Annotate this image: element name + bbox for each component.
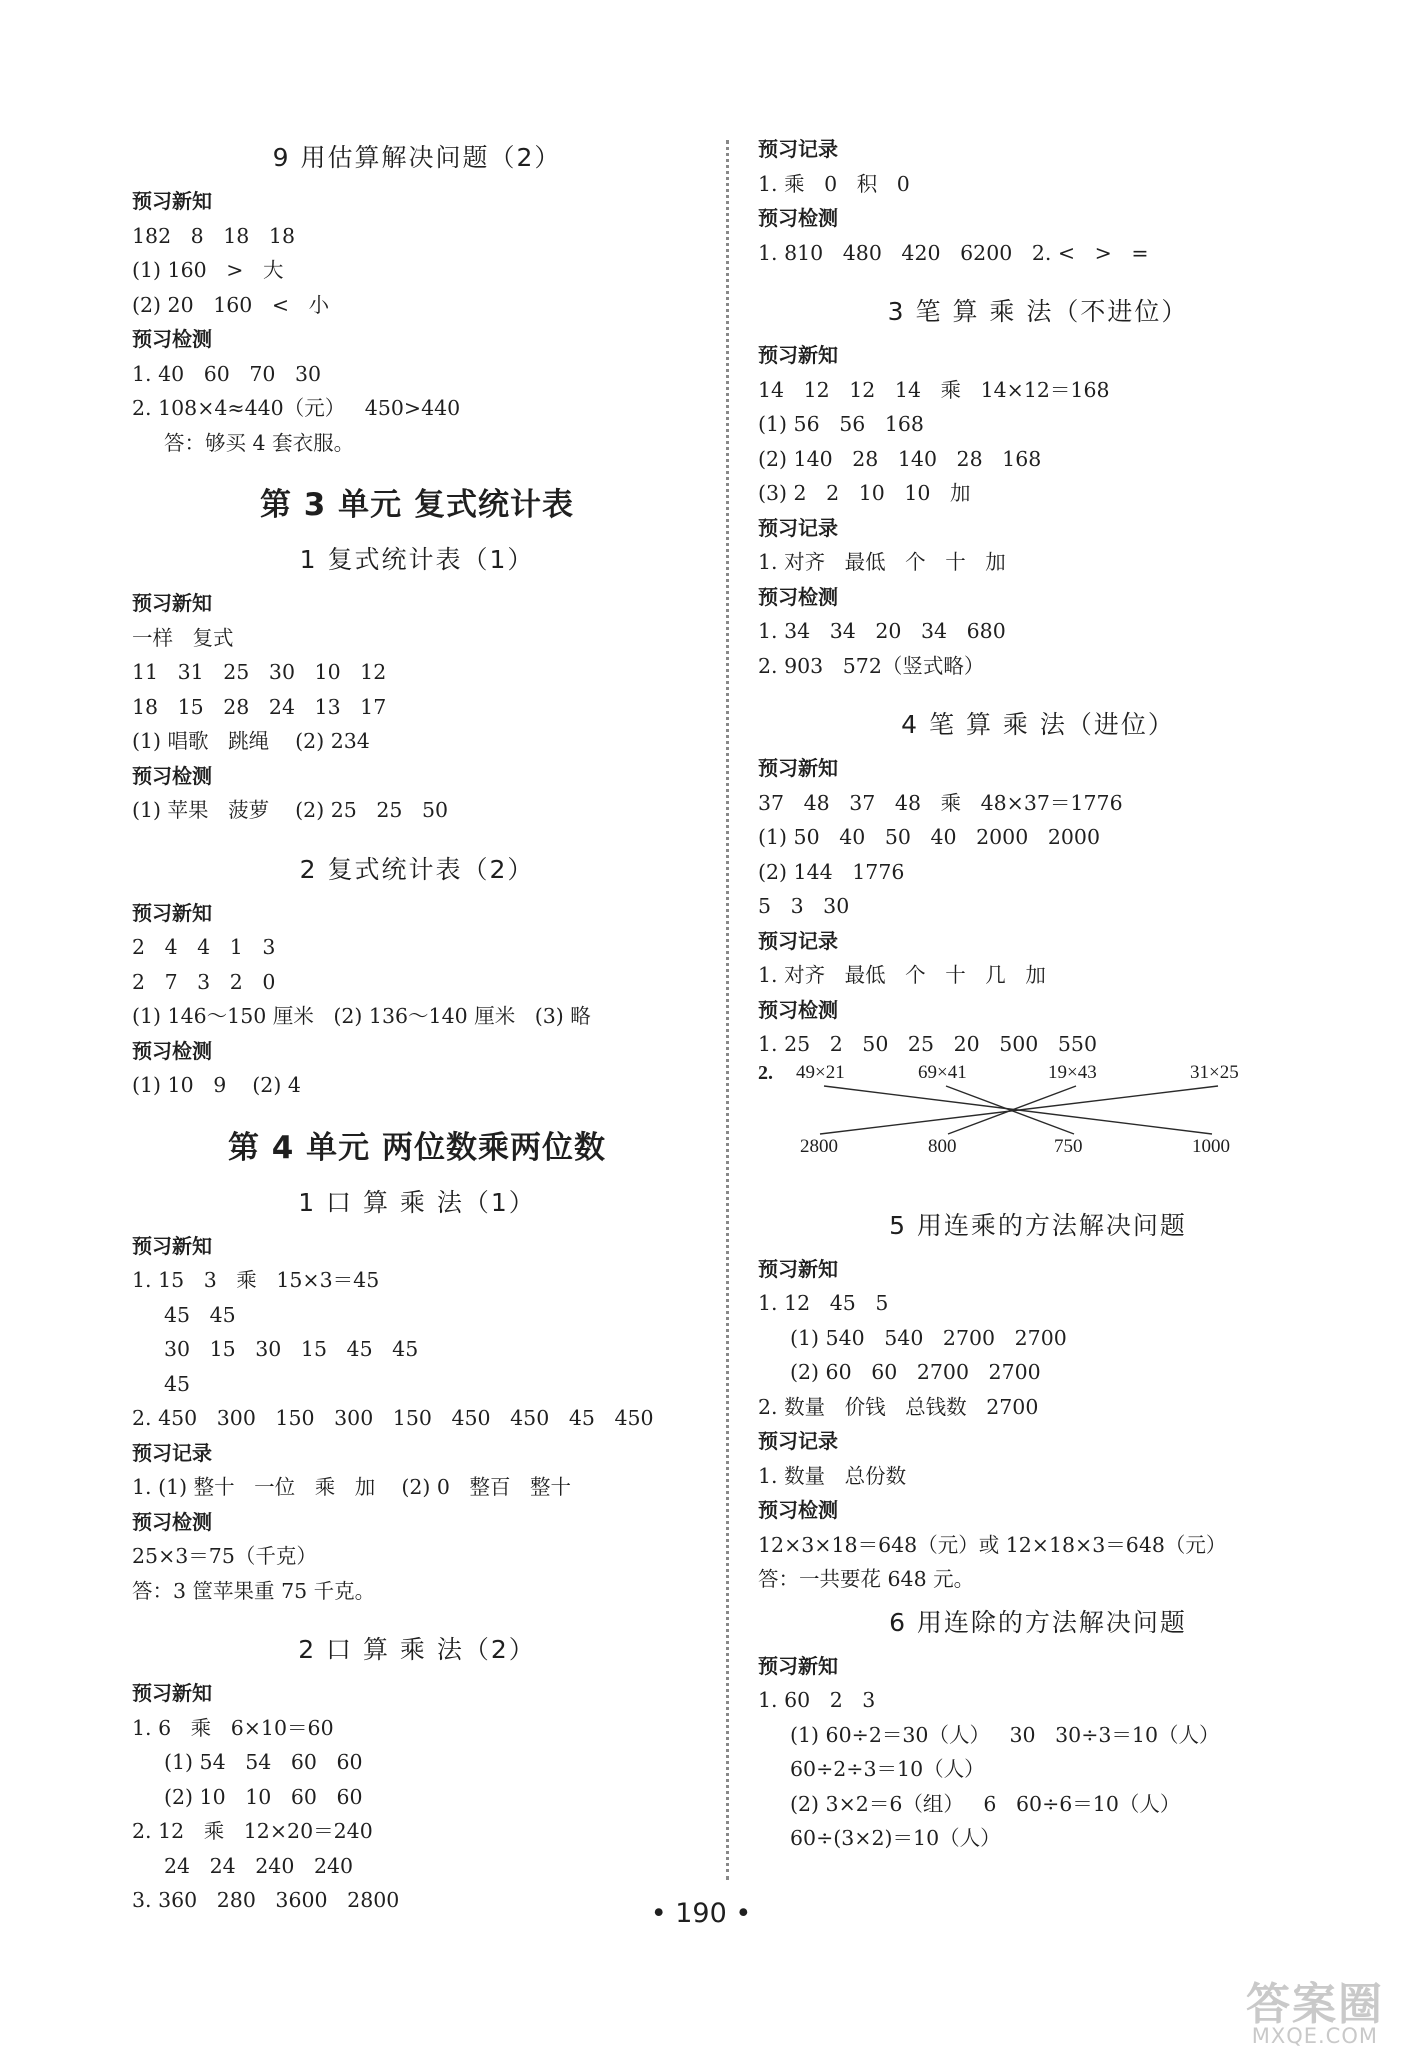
section-heading: 预习记录 — [758, 928, 838, 953]
answer-line: 1. 乘 0 积 0 — [758, 171, 910, 196]
answer-line: 12×3×18＝648（元）或 12×18×3＝648（元） — [758, 1532, 1227, 1557]
spacer — [758, 1172, 1318, 1200]
answer-line: 1. 对齐 最低 个 十 几 加 — [758, 963, 1046, 987]
answer-line: 1. 对齐 最低 个 十 加 — [758, 550, 1006, 574]
section-heading: 预习检测 — [132, 327, 212, 351]
answer-line: 2 7 3 2 0 — [132, 969, 276, 994]
answer-line: 2 4 4 1 3 — [132, 935, 276, 959]
answer-line: (1) 苹果 菠萝 (2) 25 25 50 — [132, 798, 449, 822]
matching-result: 2800 — [800, 1135, 838, 1157]
answer-line: (2) 20 160 < 小 — [132, 292, 330, 317]
answer-line: 5 3 30 — [758, 894, 850, 918]
answer-line: (2) 140 28 140 28 168 — [758, 446, 1042, 471]
lesson-title: 1 复式统计表（1） — [299, 545, 535, 574]
unit-title: 第 3 单元 复式统计表 — [260, 487, 574, 523]
answer-line: (1) 160 > 大 — [132, 258, 284, 282]
answer-line-indented: (2) 60 60 2700 2700 — [790, 1360, 1041, 1384]
answer-line: 182 8 18 18 — [132, 223, 295, 248]
section-heading: 预习新知 — [132, 189, 212, 213]
answer-line: 1. 25 2 50 25 20 500 550 — [758, 1032, 1098, 1056]
spacer — [758, 683, 1318, 699]
section-heading: 预习新知 — [758, 1653, 838, 1678]
answer-line: 2. 450 300 150 300 150 450 450 45 450 — [132, 1406, 654, 1430]
spacer — [758, 270, 1318, 286]
matching-number: 2. — [758, 1061, 773, 1084]
answer-line: 1. 60 2 3 — [758, 1688, 876, 1712]
answer-line-indented: 60÷(3×2)＝10（人） — [790, 1826, 1001, 1850]
answer-line: 2. 数量 价钱 总钱数 2700 — [758, 1394, 1039, 1419]
section-heading: 预习检测 — [758, 584, 838, 609]
matching-result: 1000 — [1192, 1135, 1230, 1157]
section-heading: 预习检测 — [132, 1038, 212, 1063]
lesson-title: 9 用估算解决问题（2） — [272, 143, 562, 172]
spacer — [132, 460, 702, 476]
answer-line: (1) 56 56 168 — [758, 412, 924, 436]
answer-line: 1. 12 45 5 — [758, 1291, 889, 1315]
answer-line-indented: 答：够买 4 套衣服。 — [164, 430, 355, 455]
answer-line: (3) 2 2 10 10 加 — [758, 481, 971, 505]
answer-line-indented: (1) 540 540 2700 2700 — [790, 1325, 1067, 1350]
section-heading: 预习新知 — [132, 900, 212, 925]
lesson-title: 4 笔 算 乘 法（进位） — [901, 710, 1175, 739]
lesson-title: 1 口 算 乘 法（1） — [298, 1187, 536, 1217]
section-heading: 预习检测 — [758, 1498, 838, 1522]
section-heading: 预习记录 — [132, 1440, 212, 1465]
answer-line: 37 48 37 48 乘 48×37＝1776 — [758, 790, 1123, 815]
matching-expression: 69×41 — [918, 1061, 967, 1083]
answer-line: 一样 复式 — [132, 625, 234, 650]
matching-line — [948, 1086, 1076, 1134]
answer-line: 1. 34 34 20 34 680 — [758, 619, 1006, 643]
matching-expression: 49×21 — [796, 1061, 845, 1083]
answer-line: 2. 903 572（竖式略） — [758, 653, 985, 678]
section-heading: 预习记录 — [758, 515, 838, 540]
answer-line: (1) 146～150 厘米 (2) 136～140 厘米 (3) 略 — [132, 1004, 591, 1028]
answer-line: 3. 360 280 3600 2800 — [132, 1888, 400, 1912]
lesson-title: 3 笔 算 乘 法（不进位） — [887, 297, 1189, 326]
answer-line-indented: (2) 3×2＝6（组） 6 60÷6＝10（人） — [790, 1791, 1181, 1816]
answer-line: 1. 数量 总份数 — [758, 1463, 907, 1488]
watermark-text: 答案圈 — [1246, 1979, 1384, 2030]
section-heading: 预习记录 — [758, 137, 838, 161]
lesson-title: 5 用连乘的方法解决问题 — [889, 1210, 1187, 1240]
column-divider — [726, 140, 729, 1880]
answer-line: 11 31 25 30 10 12 — [132, 660, 387, 684]
answer-line-indented: (2) 10 10 60 60 — [164, 1784, 363, 1809]
matching-result: 800 — [928, 1135, 957, 1157]
answer-line: 2. 12 乘 12×20＝240 — [132, 1819, 373, 1843]
section-heading: 预习检测 — [132, 1509, 212, 1534]
section-heading: 预习检测 — [132, 763, 212, 788]
matching-result: 750 — [1054, 1135, 1083, 1157]
section-heading: 预习检测 — [758, 997, 838, 1022]
watermark-url: MXQE.COM — [1251, 2024, 1378, 2048]
answer-line: 答：3 筐苹果重 75 千克。 — [132, 1578, 376, 1603]
watermark-logo — [1174, 1968, 1384, 2058]
answer-line-indented: 45 45 — [164, 1302, 236, 1327]
section-heading: 预习新知 — [758, 756, 838, 780]
answer-line: 1. 810 480 420 6200 2. < > = — [758, 240, 1149, 265]
answer-line: 1. 6 乘 6×10＝60 — [132, 1715, 334, 1740]
section-heading: 预习记录 — [758, 1429, 838, 1453]
answer-line: 1. (1) 整十 一位 乘 加 (2) 0 整百 整十 — [132, 1475, 572, 1499]
answer-line: 25×3＝75（千克） — [132, 1544, 317, 1568]
answer-line: (1) 50 40 50 40 2000 2000 — [758, 825, 1100, 849]
answer-line-indented: 24 24 240 240 — [164, 1853, 354, 1878]
unit-title: 第 4 单元 两位数乘两位数 — [228, 1129, 606, 1166]
answer-line: 答：一共要花 648 元。 — [758, 1567, 975, 1591]
answer-line-indented: 45 — [164, 1371, 191, 1396]
page-number: • 190 • — [650, 1898, 752, 1929]
spacer — [132, 1103, 702, 1119]
lesson-title: 2 复式统计表（2） — [299, 854, 535, 884]
lesson-title: 6 用连除的方法解决问题 — [889, 1607, 1187, 1637]
section-heading: 预习检测 — [758, 206, 838, 230]
answer-line: 18 15 28 24 13 17 — [132, 694, 387, 719]
answer-line: 1. 40 60 70 30 — [132, 361, 322, 386]
answer-line-indented: (1) 60÷2＝30（人） 30 30÷3＝10（人） — [790, 1722, 1220, 1747]
matching-line — [946, 1086, 1074, 1134]
matching-diagram — [758, 1062, 1318, 1172]
section-heading: 预习新知 — [758, 343, 838, 367]
answer-line: (1) 唱歌 跳绳 (2) 234 — [132, 729, 370, 753]
left-column — [132, 132, 702, 1918]
answer-line-indented: 60÷2÷3＝10（人） — [790, 1757, 985, 1781]
answer-line: 2. 108×4≈440（元） 450>440 — [132, 396, 461, 420]
right-column — [758, 132, 1318, 1856]
section-heading: 预习新知 — [758, 1256, 838, 1281]
section-heading: 预习新知 — [132, 1681, 212, 1705]
matching-expression: 19×43 — [1048, 1061, 1097, 1083]
answer-line: (2) 144 1776 — [758, 859, 905, 884]
matching-expression: 31×25 — [1190, 1061, 1239, 1083]
lesson-title: 2 口 算 乘 法（2） — [298, 1635, 536, 1664]
spacer — [132, 828, 702, 844]
answer-line: 1. 15 3 乘 15×3＝45 — [132, 1268, 380, 1292]
answer-line: (1) 10 9 (2) 4 — [132, 1073, 301, 1097]
section-heading: 预习新知 — [132, 1233, 212, 1258]
answer-line-indented: 30 15 30 15 45 45 — [164, 1337, 419, 1361]
answer-line-indented: (1) 54 54 60 60 — [164, 1750, 363, 1774]
section-heading: 预习新知 — [132, 591, 212, 615]
answer-line: 14 12 12 14 乘 14×12＝168 — [758, 377, 1110, 402]
spacer — [132, 1608, 702, 1624]
